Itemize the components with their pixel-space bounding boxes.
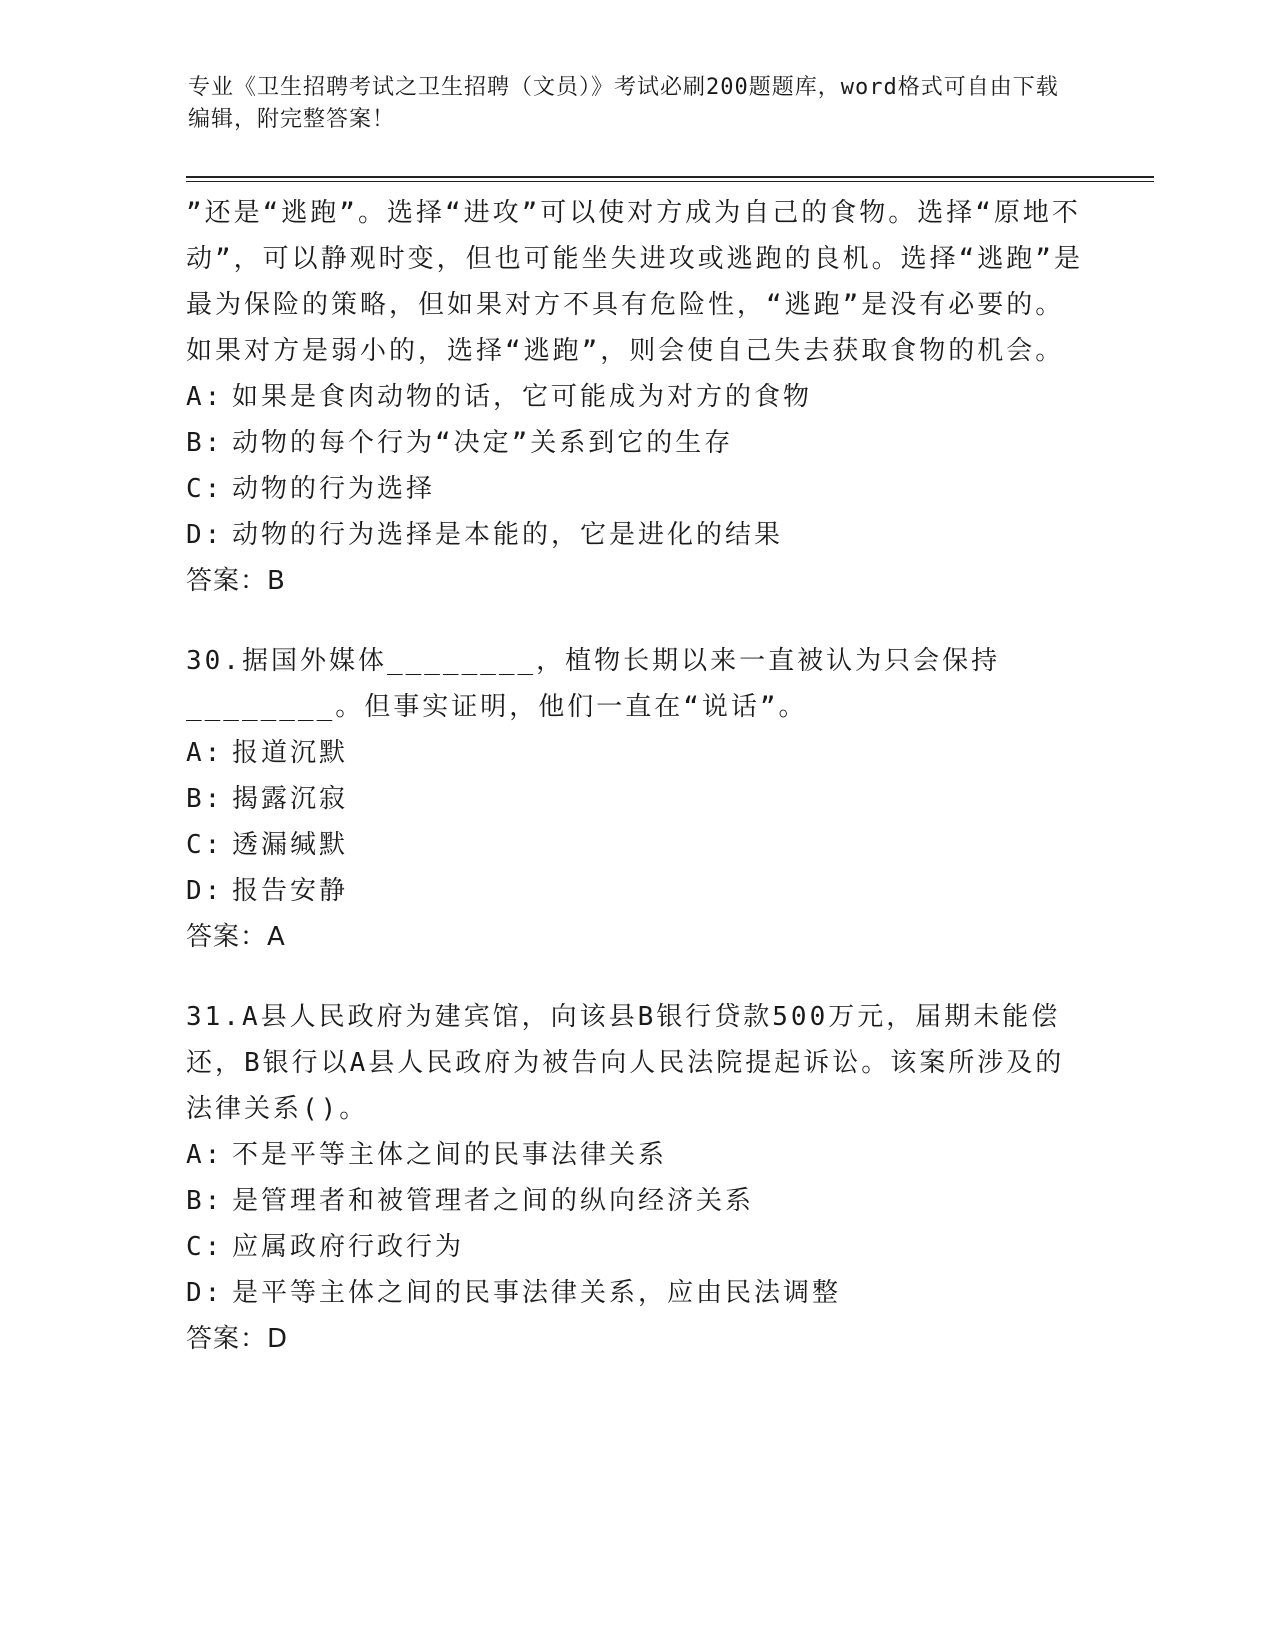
option-a [186,730,1086,776]
option-letter: D: [186,520,224,550]
option-c [186,822,1086,868]
option-b [186,1178,1086,1224]
option-d [186,868,1086,914]
answer-line: 答案：B [186,566,286,596]
option-text: 应属政府行政行为 [232,1232,465,1262]
question-block-31 [186,994,1086,1362]
question-text: 31.A县人民政府为建宾馆，向该县B银行贷款500万元，届期未能偿还，B银行以A县人民政府为被告向人民法院提起诉讼。该案所涉及的法律关系()。 [186,1002,1065,1124]
option-text: 如果是食肉动物的话，它可能成为对方的食物 [232,382,813,412]
option-b [186,776,1086,822]
option-letter: B: [186,784,224,814]
option-text: 动物的每个行为“决定”关系到它的生存 [232,428,734,458]
header-rule-thick [186,176,1154,178]
option-letter: C: [186,474,224,504]
option-text: 动物的行为选择是本能的，它是进化的结果 [232,520,784,550]
document-body [186,190,1086,1362]
option-a [186,1132,1086,1178]
option-text: 报告安静 [232,876,349,906]
option-letter: B: [186,1186,224,1216]
option-d [186,1270,1086,1316]
header-rule-thin [186,181,1154,182]
option-text: 是管理者和被管理者之间的纵向经济关系 [232,1186,755,1216]
header-title: 专业《卫生招聘考试之卫生招聘（文员）》考试必刷200题题库，word格式可自由下载编辑，附完整答案！ [188,75,1059,132]
question-text: ”还是“逃跑”。选择“进攻”可以使对方成为自己的食物。选择“原地不动”，可以静观时变，但也可能坐失进攻或逃跑的良机。选择“逃跑”是最为保险的策略，但如果对方不具有危险性，“逃跑”是没有必要的。如果对方是弱小的，选择“逃跑”，则会使自己失去获取食物的机会。 [186,198,1083,366]
option-c [186,466,1086,512]
option-text: 揭露沉寂 [232,784,349,814]
option-text: 不是平等主体之间的民事法律关系 [232,1140,668,1170]
option-letter: C: [186,1232,224,1262]
answer-line: 答案：D [186,1324,289,1354]
question-block-29 [186,190,1086,604]
answer-line: 答案：A [186,922,286,952]
option-letter: A: [186,1140,224,1170]
option-letter: A: [186,382,224,412]
question-text: 30.据国外媒体________，植物长期以来一直被认为只会保持________。但事实证明，他们一直在“说话”。 [186,646,1001,722]
option-d [186,512,1086,558]
option-text: 动物的行为选择 [232,474,436,504]
option-letter: D: [186,1278,224,1308]
option-letter: A: [186,738,224,768]
option-letter: D: [186,876,224,906]
option-letter: C: [186,830,224,860]
option-c [186,1224,1086,1270]
question-block-30 [186,638,1086,960]
option-text: 透漏缄默 [232,830,349,860]
option-letter: B: [186,428,224,458]
option-b [186,420,1086,466]
option-text: 报道沉默 [232,738,349,768]
option-a [186,374,1086,420]
option-text: 是平等主体之间的民事法律关系，应由民法调整 [232,1278,842,1308]
page-header [188,72,1068,136]
